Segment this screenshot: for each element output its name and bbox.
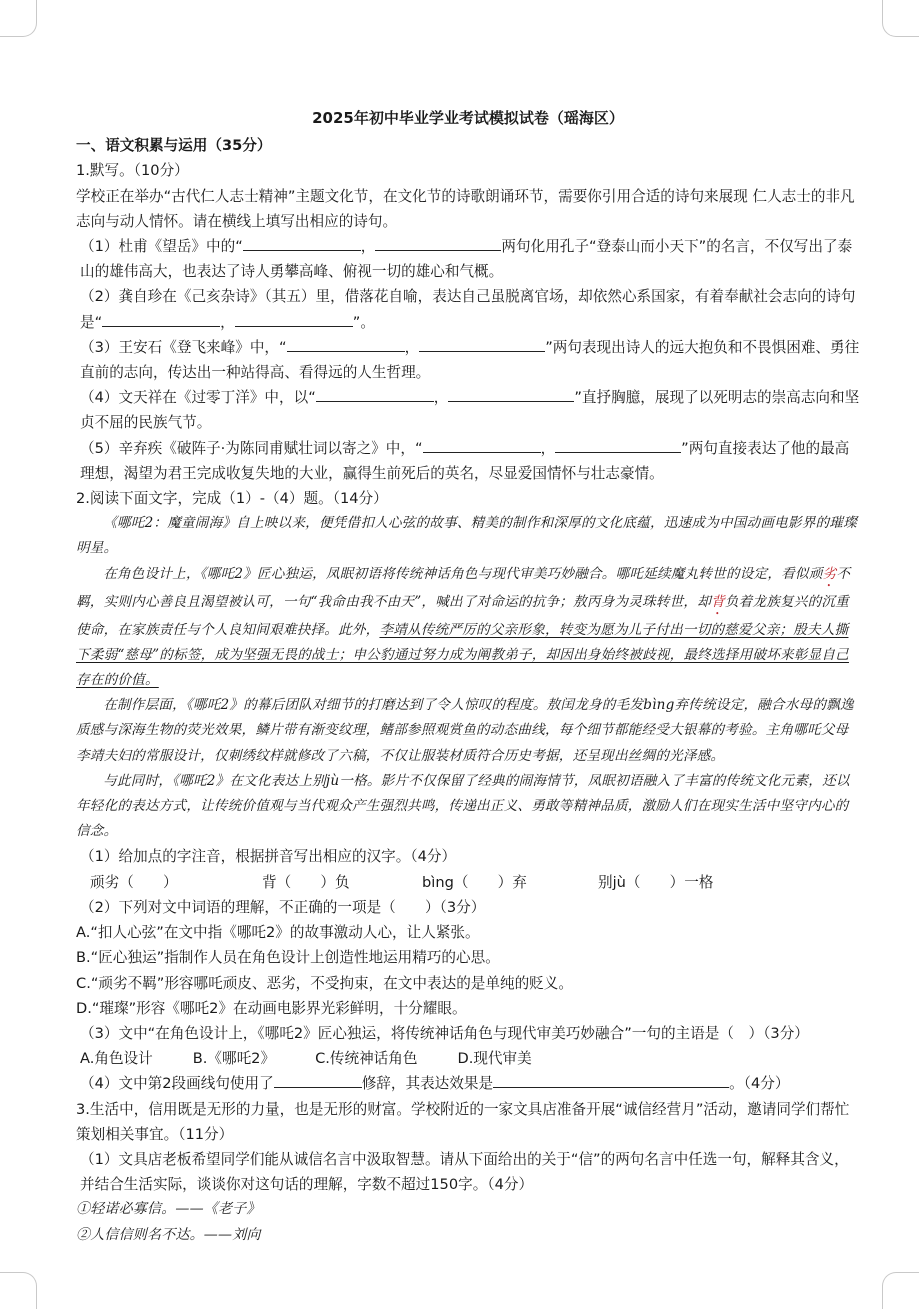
page-corner-top-right: [882, 0, 919, 37]
q2-sub-1-items: [76, 870, 860, 895]
choice-option: B.《哪吒2》: [192, 1050, 276, 1068]
underlined-sentence: 李靖从传统严厉的父亲形象，转变为愿为儿子付出一切的慈爱父亲；殷夫人撕下柔弱“慈母”的标签，成为坚强无畏的战士；申公豹通过努力成为阐教弟子，却因出身始终被歧视，最终选择用破坏来彰显自己存在的价值。: [76, 621, 849, 689]
pinyin-item: 顽劣（ ）: [90, 873, 178, 891]
passage-paragraph-4: 与此同时，《哪吒2》在文化表达上别jù一格。影片不仅保留了经典的闹海情节，凤眠初语融入了丰富的传统文化元素，还以年轻化的表达方式，让传统价值观与当代观众产生强烈共鸣，传递出正义、勇敢等精神品质，激励人们在现实生活中坚守内心的信念。: [76, 772, 850, 840]
quote-1: ①轻诺必寡信。——《老子》: [76, 1201, 261, 1218]
answer-blank[interactable]: [316, 387, 434, 402]
pinyin-item: 别jù（ ）一格: [598, 873, 714, 891]
answer-blank[interactable]: [555, 438, 681, 453]
answer-blank[interactable]: [274, 1073, 362, 1088]
answer-blank[interactable]: [423, 438, 541, 453]
answer-blank[interactable]: [493, 1073, 729, 1088]
page-corner-bottom-right: [882, 1272, 919, 1309]
q1-item-5: （5）辛弃疾《破阵子·为陈同甫赋壮词以寄之》中，“ ， ”两句直接表达了他的最高理想，渴望为君王完成收复失地的大业，赢得生前死后的英名，尽显爱国情怀与壮志豪情。: [80, 439, 850, 482]
q2-option-a: A.“扣人心弦”在文中指《哪吒2》的故事激动人心，让人紧张。: [76, 924, 480, 942]
q2-sub-1: （1）给加点的字注音，根据拼音写出相应的汉字。（4分）: [80, 848, 457, 866]
answer-blank[interactable]: [102, 312, 220, 327]
choice-option: A.角色设计: [80, 1050, 153, 1068]
page-corner-bottom-left: [0, 1272, 37, 1309]
q2-sub-4: （4）文中第2段画线句使用了 修辞，其表达效果是 。（4分）: [80, 1075, 790, 1093]
choice-option: C.传统神话角色: [315, 1050, 418, 1068]
answer-blank[interactable]: [243, 236, 361, 251]
dotted-character: 背: [711, 593, 725, 610]
reading-passage: [76, 511, 860, 844]
passage-paragraph-1: 《哪吒2：魔童闹海》自上映以来，便凭借扣人心弦的故事、精美的制作和深厚的文化底蕴，迅速成为中国动画电影界的璀璨明星。: [76, 515, 857, 557]
answer-blank[interactable]: [375, 236, 501, 251]
q1-intro: 学校正在举办“古代仁人志士精神”主题文化节，在文化节的诗歌朗诵环节，需要你引用合适的诗句来展现 仁人志士的非凡志向与动人情怀。请在横线上填写出相应的诗句。: [76, 187, 855, 230]
q1-item-3: （3）王安石《登飞来峰》中，“ ， ”两句表现出诗人的远大抱负和不畏惧困难、勇往直前的志向，传达出一种站得高、看得远的人生哲理。: [80, 338, 860, 382]
q1-heading: 1.默写。（10分）: [76, 162, 189, 180]
answer-blank[interactable]: [235, 312, 353, 327]
answer-blank[interactable]: [448, 387, 574, 402]
choice-option: D.现代审美: [457, 1050, 532, 1068]
q1-item-4: （4）文天祥在《过零丁洋》中，以“ ， ”直抒胸臆，展现了以死明志的崇高志向和坚贞不屈的民族气节。: [80, 389, 860, 432]
exam-document: [76, 106, 860, 1248]
quote-2: ②人信信则名不达。——刘向: [76, 1226, 261, 1243]
passage-paragraph-2: 在角色设计上，《哪吒2》匠心独运，凤眠初语将传统神话角色与现代审美巧妙融合。哪吒延续魔丸转世的设定，看似顽劣不羁，实则内心善良且渴望被认可，一句“我命由我不由天”，喊出了对命运的抗争；敖丙身为灵珠转世，却背负着龙族复兴的沉重使命，在家族责任与个人良知间艰难抉择。此外，李靖从传统严厉的父亲形象，转变为愿为儿子付出一切的慈爱父亲；殷夫人撕下柔弱“慈母”的标签，成为坚强无畏的战士；申公豹通过努力成为阐教弟子，却因出身始终被歧视，最终选择用破坏来彰显自己存在的价值。: [76, 565, 851, 689]
section-heading: 一、语文积累与运用（35分）: [76, 137, 272, 155]
q1-item-1: （1）杜甫《望岳》中的“ ， 两句化用孔子“登泰山而小天下”的名言，不仅写出了泰山的雄伟高大，也表达了诗人勇攀高峰、俯视一切的雄心和气概。: [80, 238, 853, 281]
q3-sub-1: （1）文具店老板希望同学们能从诚信名言中汲取智慧。请从下面给出的关于“信”的两句名言中任选一句，解释其含义，并结合生活实际，谈谈你对这句话的理解，字数不超过150字。（4分）: [80, 1150, 849, 1194]
passage-paragraph-3: 在制作层面，《哪吒2》的幕后团队对细节的打磨达到了令人惊叹的程度。敖闰龙身的毛发bìng弃传统设定，融合水母的飘逸质感与深海生物的荧光效果，鳞片带有渐变纹理，鳍部参照观赏鱼的动态曲线，每个细节都能经受大银幕的考验。主角哪吒父母李靖夫妇的常服设计，仅刺绣纹样就修改了六稿，不仅让服装材质符合历史考据，还呈现出丝绸的光泽感。: [76, 697, 854, 764]
q2-heading: 2.阅读下面文字，完成（1）-（4）题。（14分）: [76, 490, 388, 508]
q2-option-b: B.“匠心独运”指制作人员在角色设计上创造性地运用精巧的心思。: [76, 949, 500, 967]
q2-option-c: C.“顽劣不羁”形容哪吒顽皮、恶劣，不受拘束，在文中表达的是单纯的贬义。: [76, 974, 573, 992]
exam-title: 2025年初中毕业学业考试模拟试卷（瑶海区）: [312, 109, 624, 127]
page-corner-top-left: [0, 0, 37, 37]
answer-blank[interactable]: [287, 337, 405, 352]
q2-option-d: D.“璀璨”形容《哪吒2》在动画电影界光彩鲜明，十分耀眼。: [76, 999, 467, 1017]
q2-sub-3-options: [76, 1046, 860, 1071]
pinyin-item: 背（ ）负: [262, 873, 350, 891]
answer-blank[interactable]: [419, 337, 545, 352]
q2-sub-2: （2）下列对文中词语的理解，不正确的一项是（ ）（3分）: [80, 898, 486, 916]
q1-item-2: （2）龚自珍在《己亥杂诗》（其五）里，借落花自喻，表达自己虽脱离官场，却依然心系国家，有着奉献社会志向的诗句是“ ， ”。: [80, 288, 856, 331]
q2-sub-3: （3）文中“在角色设计上，《哪吒2》匠心独运，将传统神话角色与现代审美巧妙融合”一句的主语是（ ）（3分）: [80, 1024, 809, 1042]
q3-heading: 3.生活中，信用既是无形的力量，也是无形的财富。学校附近的一家文具店准备开展“诚信经营月”活动，邀请同学们帮忙策划相关事宜。（11分）: [76, 1100, 850, 1143]
dotted-character: 劣: [822, 565, 837, 582]
pinyin-item: bìng（ ）弃: [422, 873, 527, 891]
